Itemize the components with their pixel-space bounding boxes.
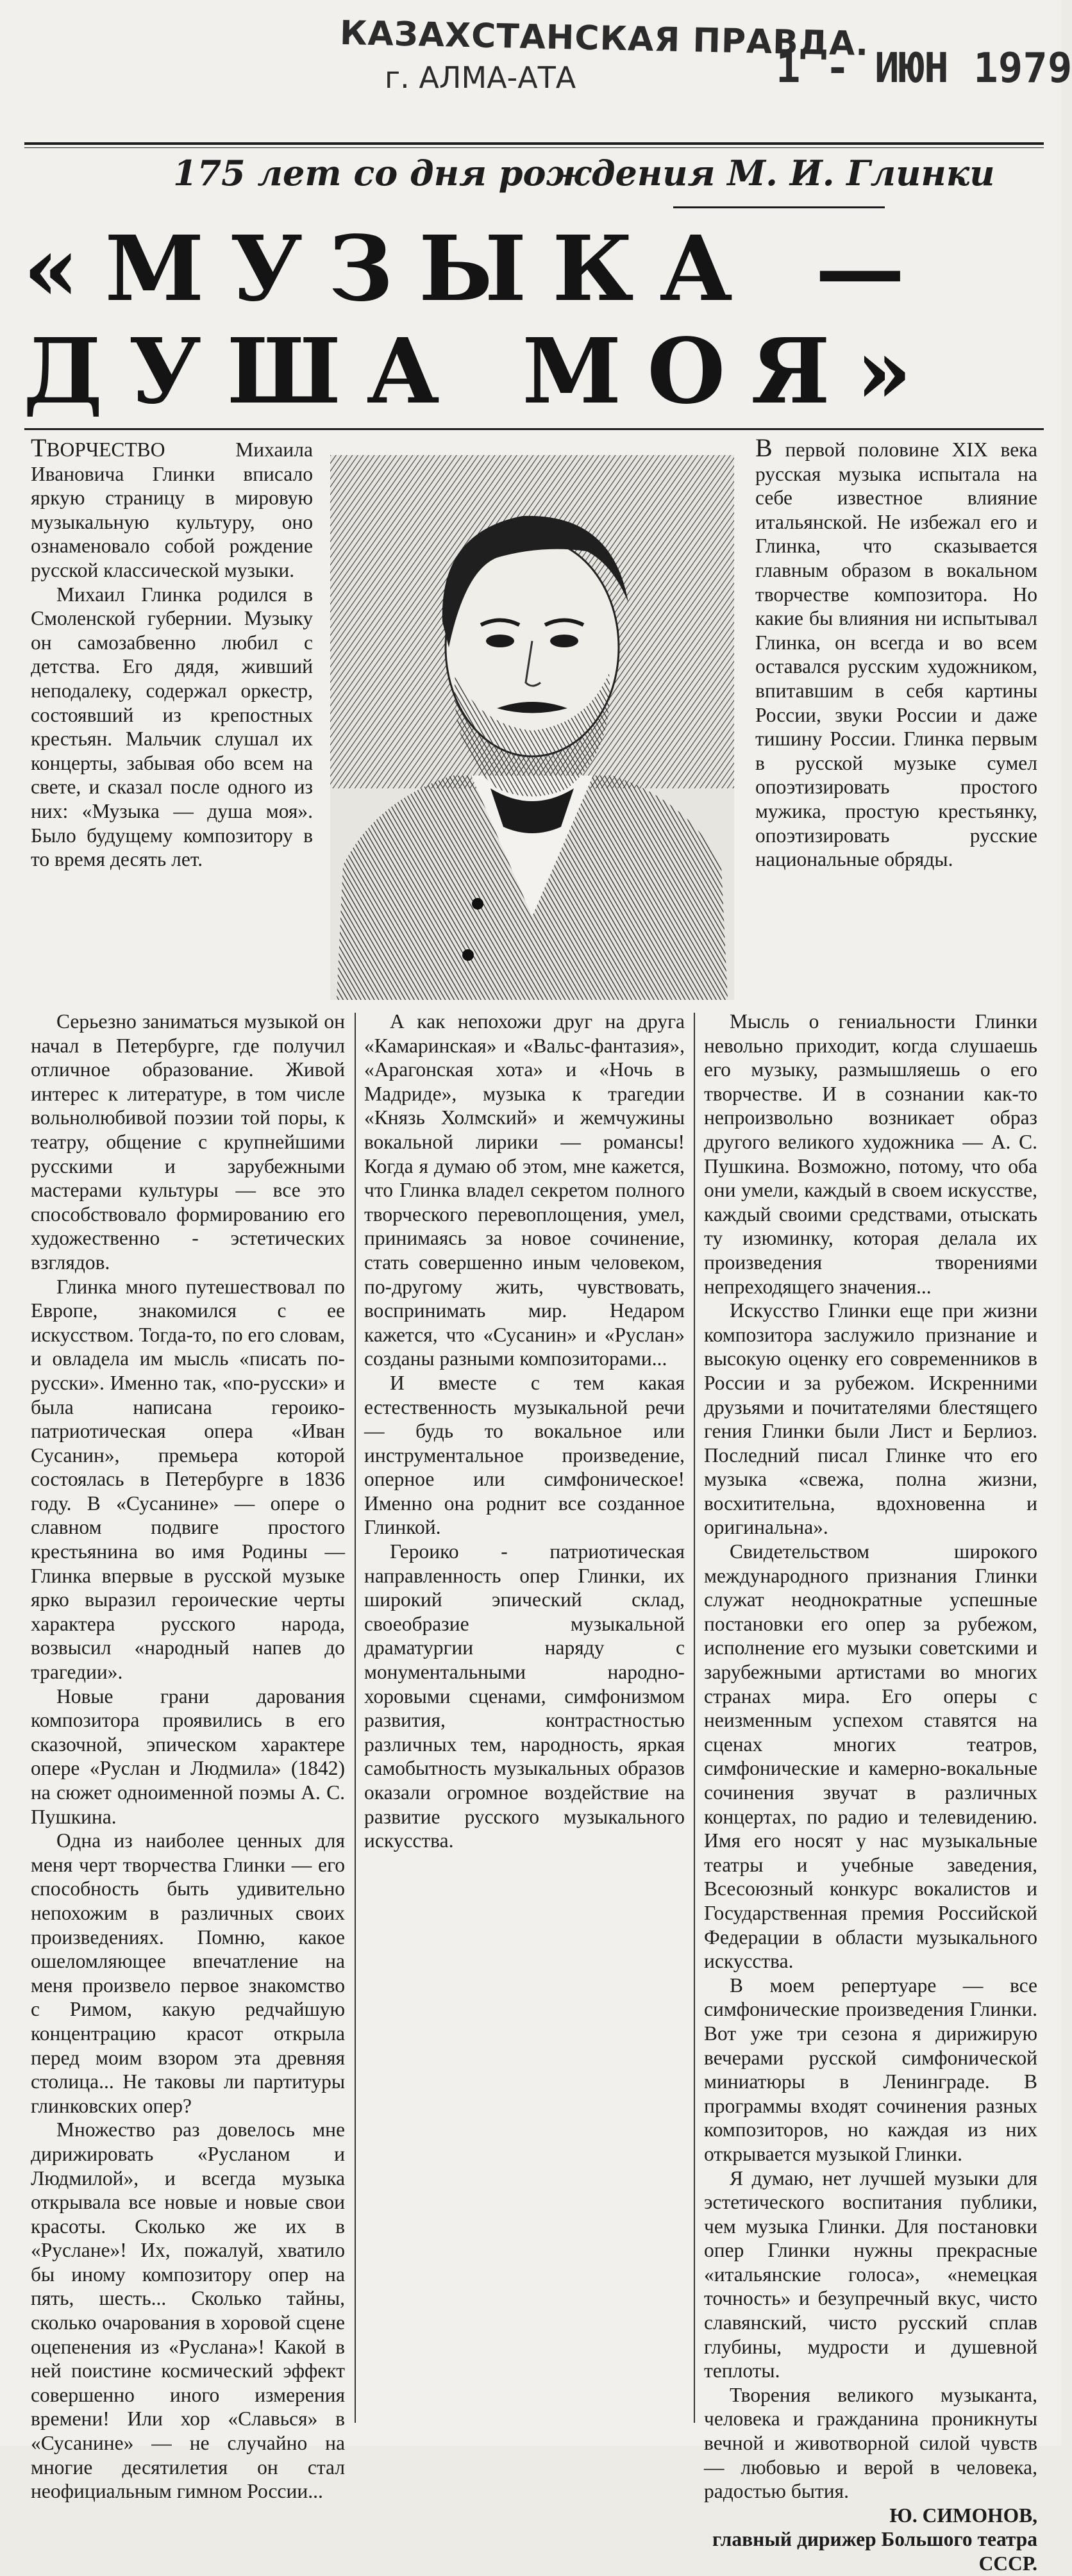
paragraph: Мысль о гениальности Глинки невольно приходит, когда слушаешь его музыку, размышляешь о его творчестве. И в сознании как-то непроизвольно возникает образ другого великого художника — А. С. Пушкина. Возможно, потому, что оба они умели, каждый в своем искусстве, каждый своими средствами, отыскать ту изюминку, которая делала их произведения творениями непреходящего значения... bbox=[704, 1010, 1037, 1298]
paragraph: Одна из наиболее ценных для меня черт творчества Глинки — его способность быть удивительно непохожим в различных своих произведениях. Помню, какое ошеломляющее впечатление на меня произвело первое знакомство с Римом, какую редчайшую концентрацию красот открыла перед моим взором эта древняя столица... Не таковы ли партитуры глинковских опер? bbox=[31, 1829, 345, 2117]
paragraph: В моем репертуаре — все симфонические произведения Глинки. Вот уже три сезона я дирижирую вечерами русской симфонической миниатюры в Ленинграде. В программы входят сочинения разных композиторов, но каждая из них открывается музыкой Глинки. bbox=[704, 1974, 1037, 2165]
paragraph: А как непохожи друг на друга «Камаринская» и «Вальс-фантазия», «Арагонская хота» и «Ночь в Мадриде», музыка к трагедии «Князь Холмский» и жемчужины вокальной лирики — романсы! Когда я думаю об этом, мне кажется, что Глинка владел секретом полного творческого перевоплощения, умел, принимаясь за новое сочинение, стать совершенно иным человеком, по-другому жить, чувствовать, воспринимать мир. Недаром кажется, что «Сусанин» и «Руслан» созданы разными композиторами... bbox=[364, 1010, 685, 1370]
clipping-date: 1 - ИЮН 1979 bbox=[776, 45, 1072, 92]
top-rule-thin bbox=[24, 147, 1044, 148]
newspaper-city: г. АЛМА-АТА bbox=[385, 60, 576, 95]
paragraph: ТВОРЧЕСТВО Михаила Ивановича Глинки вписало яркую страницу в мировую музыкальную культуру, оно ознаменовало собой рождение русской классической музыки. bbox=[31, 433, 313, 581]
anniversary-kicker: 175 лет со дня рождения М. И. Глинки bbox=[173, 153, 995, 194]
top-rule bbox=[24, 142, 1044, 145]
paragraph: Искусство Глинки еще при жизни композитора заслужило признание и высокую оценку его современников в России и за рубежом. Искренними друзьями и почитателями блестящего гения Глинки были Лист и Берлиоз. Последний писал Глинке что его музыка «свежа, полна жизни, восхитительна, вдохновенна и оригинальна». bbox=[704, 1299, 1037, 1539]
newspaper-stamp bbox=[339, 13, 869, 108]
paragraph: Свидетельством широкого международного признания Глинки служат неоднократные успешные постановки его опер за рубежом, исполнение его музыки советскими и зарубежными артистами во многих странах мира. Его оперы с неизменным успехом ставятся на сценах многих театров, симфонические и камерно-вокальные сочинения звучат в различных концертах, по радио и телевидению. Имя его носят у нас музыкальные театры и учебные заведения, Всесоюзный конкурс вокалистов и Государственная премия Российской Федерации в области музыкального искусства. bbox=[704, 1540, 1037, 1973]
paragraph: Героико - патриотическая направленность опер Глинки, их широкий эпический склад, своеобразие музыкальной драматургии наряду с монументальными народно-хоровыми сценами, симфонизмом развития, контрастностью различных тем, народность, яркая самобытность музыкальных образов оказали огромное воздействие на развитие русского музыкального искусства. bbox=[364, 1540, 685, 1852]
column-2-main bbox=[364, 1010, 685, 2423]
paragraph: Михаил Глинка родился в Смоленской губернии. Музыку он самозабвенно любил с детства. Его дядя, живший неподалеку, содержал оркестр, состоявший из крепостных крестьян. Мальчик слушал их концерты, забывая обо всем на свете, и сказал после одного из них: «Музыка — душа моя». Было будущему композитору в то время десять лет. bbox=[31, 583, 313, 871]
glinka-portrait bbox=[330, 455, 734, 1000]
kicker-underline bbox=[673, 206, 885, 208]
author-title: главный дирижер Большого театра СССР. bbox=[712, 2528, 1037, 2575]
newspaper-name: КАЗАХСТАНСКАЯ ПРАВДА. bbox=[339, 13, 869, 64]
column-3-main bbox=[704, 1010, 1037, 2575]
headline-rule bbox=[24, 428, 1044, 430]
paragraph-continued: В первой половине XIX века русская музыка испытала на себе известное влияние итальянской. Не избежал его и Глинка, что сказывается главным образом в вокальном творчестве композитора. Но какие бы влияния ни испытывал Глинка, он всегда и во всем оставался русским художником, впитавшим в себя картины России, звуки России и даже тишину России. Глинка первым в русской музыке сумел опоэтизировать простого мужика, простую крестьянку, опоэтизировать русские национальные обряды. bbox=[755, 433, 1037, 871]
paragraph: Новые грани дарования композитора проявились в его сказочной, эпическом характере опере «Руслан и Людмила» (1842) на сюжет одноименной поэмы А. С. Пушкина. bbox=[31, 1684, 345, 1828]
paragraph: Глинка много путешествовал по Европе, знакомился с ее искусством. Тогда-то, по его словам, и овладела им мысль «писать по-русски». Именно так, «по-русски» и была написана героико-патриотическая опера «Иван Сусанин», премьера которой состоялась в Петербурге в 1836 году. В «Сусанине» — опере о славном подвиге простого крестьянина во имя Родины — Глинка впервые в русской музыке ярко выразил героические черты характера русского народа, возвысил «народный напев до трагедии». bbox=[31, 1275, 345, 1684]
headline-line-1: «МУЗЫКА — bbox=[23, 217, 931, 322]
paragraph: Серьезно заниматься музыкой он начал в Петербурге, где получил отличное образование. Живой интерес к литературе, в том числе вольнолюбивой поэзии той поры, к театру, общение с крупнейшими русскими и зарубежными мастерами культуры — все это способствовало формированию его художественно - эстетических взглядов. bbox=[31, 1010, 345, 1274]
headline-line-2: ДУША МОЯ» bbox=[23, 319, 938, 424]
column-1-main bbox=[31, 1010, 345, 2503]
paragraph: Множество раз довелось мне дирижировать «Русланом и Людмилой», и всегда музыка открывала все новые и новые свои красоты. Сколько же их в «Руслане»! Их, пожалуй, хватило бы иному композитору опер на пять, шесть... Сколько тайны, сколько очарования в хоровой сцене оцепенения из «Руслана»! Какой в ней поистине космический эффект совершенно иного измерения времени! Или хор «Славься» в «Сусанине» — не случайно на многие десятилетия он стал неофициальным гимном России... bbox=[31, 2118, 345, 2503]
column-1-top bbox=[31, 433, 313, 1013]
paragraph: Я думаю, нет лучшей музыки для эстетического воспитания публики, чем музыка Глинки. Для постановки опер Глинки нужны прекрасные «итальянские голоса», «немецкая точность» и безупречный вкус, чисто славянский, чисто русский сплав глубины, мудрости и душевной теплоты. bbox=[704, 2166, 1037, 2382]
author-signature: Ю. СИМОНОВ, bbox=[889, 2504, 1037, 2527]
paragraph: Творения великого музыканта, человека и гражданина проникнуты вечной и животворной силой чувств — любовью и верой в человека, радостью бытия. bbox=[704, 2383, 1037, 2503]
column-divider bbox=[355, 1013, 356, 2423]
column-divider bbox=[694, 1013, 695, 2423]
paragraph: И вместе с тем какая естественность музыкальной речи — будь то вокальное или инструментальное произведение, оперное или симфоническое! Именно она роднит все созданное Глинкой. bbox=[364, 1371, 685, 1539]
column-3-top bbox=[755, 433, 1037, 1006]
